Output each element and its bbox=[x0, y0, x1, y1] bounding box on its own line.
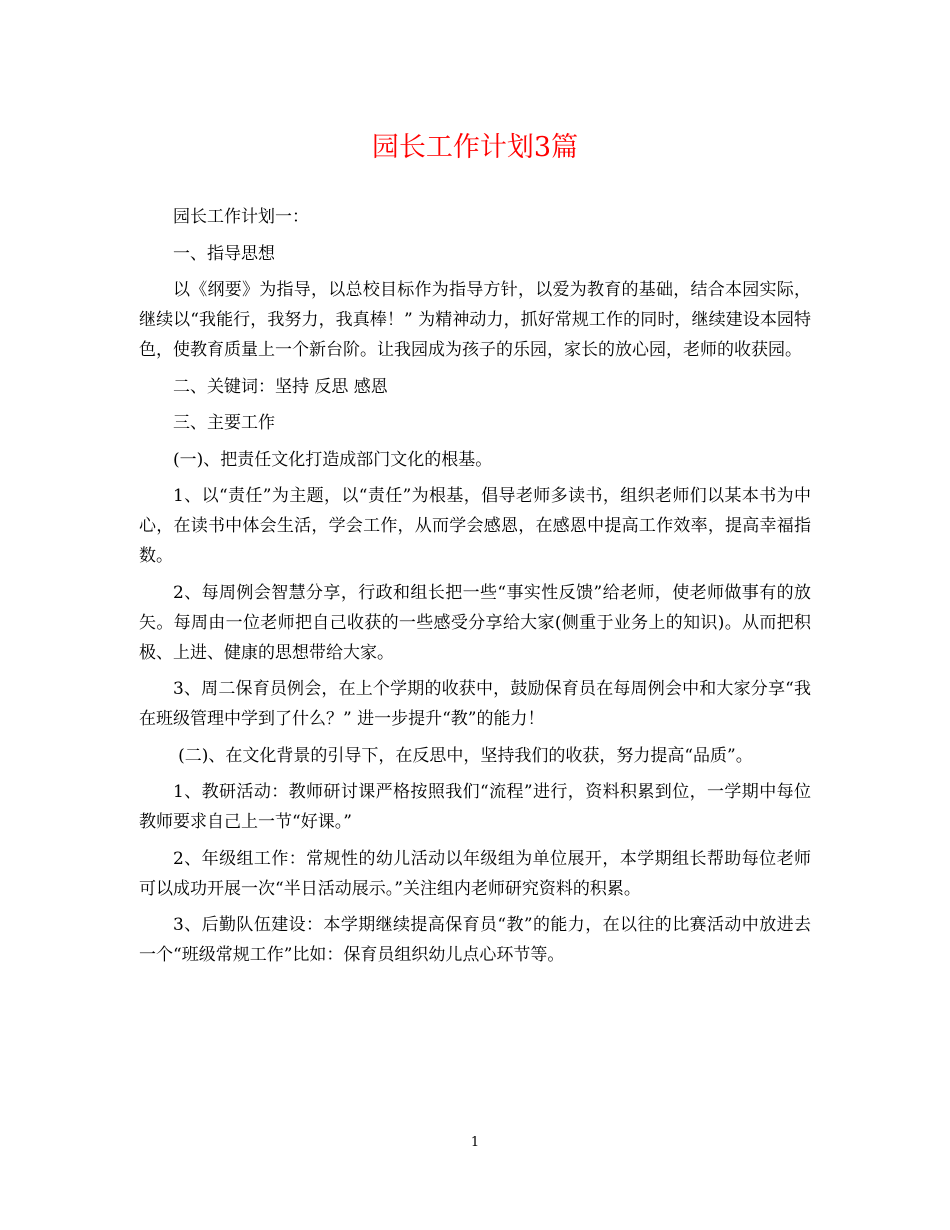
list-item-grade-group: 2、年级组工作：常规性的幼儿活动以年级组为单位展开，本学期组长帮助每位老师可以成功开展一次“半日活动展示。”关注组内老师研究资料的积累。 bbox=[139, 848, 811, 899]
paragraph-guiding-thought: 以《纲要》为指导，以总校目标作为指导方针，以爱为教育的基础，结合本园实际，继续以“我能行，我努力，我真棒！” 为精神动力，抓好常规工作的同时，继续建设本园特色，使教育质量上一个新台阶。让我园成为孩子的乐园，家长的放心园，老师的收获园。 bbox=[139, 280, 811, 360]
subsection-heading-quality: (二)、在文化背景的引导下，在反思中，坚持我们的收获，努力提高“品质”。 bbox=[178, 745, 753, 766]
list-item-teaching-research: 1、教研活动：教师研讨课严格按照我们“流程”进行，资料积累到位，一学期中每位教师要求自己上一节“好课。” bbox=[139, 782, 811, 832]
list-item-logistics-team: 3、后勤队伍建设：本学期继续提高保育员“教”的能力，在以往的比赛活动中放进去一个“班级常规工作”比如：保育员组织幼儿点心环节等。 bbox=[139, 915, 811, 965]
document-title: 园长工作计划3篇 bbox=[371, 132, 579, 163]
section-heading-main-work: 三、主要工作 bbox=[173, 413, 275, 433]
page-number: 1 bbox=[470, 1135, 480, 1150]
section-heading-plan-one: 园长工作计划一： bbox=[173, 207, 309, 227]
section-heading-keywords: 二、关键词：坚持 反思 感恩 bbox=[173, 376, 388, 397]
document-body bbox=[139, 202, 811, 977]
subsection-heading-responsibility-culture: (一)、把责任文化打造成部门文化的根基。 bbox=[173, 449, 493, 470]
section-heading-guiding-thought: 一、指导思想 bbox=[173, 243, 275, 264]
list-item-caretaker-meeting: 3、周二保育员例会，在上个学期的收获中，鼓励保育员在每周例会中和大家分享“我在班级管理中学到了什么？” 进一步提升“教”的能力！ bbox=[139, 679, 811, 729]
list-item-weekly-meeting: 2、每周例会智慧分享，行政和组长把一些“事实性反馈”给老师，使老师做事有的放矢。每周由一位老师把自己收获的一些感受分享给大家(侧重于业务上的知识)。从而把积极、上进、健康的思想带给大家。 bbox=[139, 582, 811, 663]
list-item-responsibility-reading: 1、以“责任”为主题，以“责任”为根基，倡导老师多读书，组织老师们以某本书为中心，在读书中体会生活，学会工作，从而学会感恩，在感恩中提高工作效率，提高幸福指数。 bbox=[139, 486, 811, 566]
